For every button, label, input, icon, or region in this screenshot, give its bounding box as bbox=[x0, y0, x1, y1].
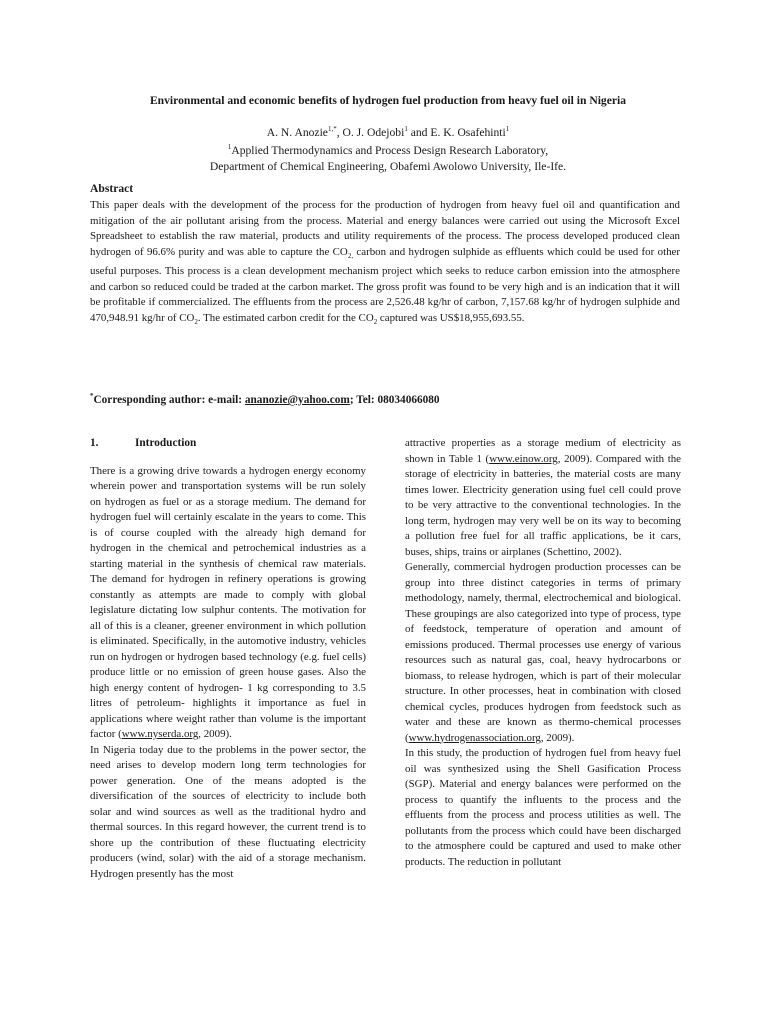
author-1: A. N. Anozie bbox=[266, 125, 328, 139]
einow-link[interactable]: www.einow.org bbox=[489, 452, 558, 465]
hydrogenassociation-link[interactable]: www.hydrogenassociation.org bbox=[408, 731, 541, 744]
affiliation-line-1: $^1$Applied Thermodynamics and Process Design Research Laboratory, bbox=[227, 143, 549, 158]
intro-paragraph-2: In Nigeria today due to the problems in the power sector, the need arises to develop modern long term technologies for power generation. One of the means adopted is the diversification of the sources of electricity to include both solar and wind sources as well as the traditional hydro and thermal sources. In this regard however, the current trend is to shore up the contribution of these fluctuating electricity producers (wind, solar) with the aid of a storage mechanism. Hydrogen presently has the most bbox=[90, 743, 366, 880]
intro-paragraph-1: There is a growing drive towards a hydrogen energy economy wherein power and transportation systems will be run solely on hydrogen as fuel or as a storage medium. The demand for hydrogen fuel will certainly escalate in the years to come. This is of course coupled with the already high demand for hydrogen in the chemical and petrochemical industries as a starting material in the synthesis of chemical raw materials. The demand for hydrogen in refinery operations is growing constantly as attempts are made to comply with global legislature dictating low sulphur contents. The motivation for all of this is a cleaner, greener environment in which pollution is eliminated. Specifically, in the automotive industry, vehicles run on hydrogen or hydrogen based technology (e.g. fuel cells) produce little or no emission of green house gases. Also the high energy content of hydrogen- 1 kg corresponding to 3.5 litres of petroleum- highlights it importance as fuel in applications where weight rather than volume is the important factor (www.nyserda.org, 2009). bbox=[90, 464, 366, 740]
abstract-heading: Abstract bbox=[90, 182, 134, 195]
intro-paragraph-3: attractive properties as a storage medium of electricity as shown in Table 1 (www.einow.org, 2009). Compared with the storage of electricity in batteries, the material costs are many times lower. Electricity generation using fuel cell could prove to be very attractive to the conventional technologies. In the long term, hydrogen may very well be on its way to becoming a pollution free fuel for all traffic applications, be it cars, buses, ships, trains or airplanes (Schettino, 2002). bbox=[405, 437, 681, 558]
author-block bbox=[88, 122, 688, 174]
abstract-text: This paper deals with the development of the process for the production of hydrogen from heavy fuel oil and quantification and mitigation of the air pollutant arising from the process. Material and energy balances were carried out using the Microsoft Excel Spreadsheet to establish the raw material, products and utility requirements of the process. The process developed produced clean hydrogen of 96.6% purity and was able to capture the $CO_{2,}$ carbon and hydrogen sulphide as effluents which could be used for other useful purposes. This process is a clean development mechanism project which seeks to reduce carbon emission into the atmosphere and carbon so reduced could be traded at the carbon market. The gross profit was found to be very high and is an indication that it will be profitable if commercialized. The effluents from the process are 2,526.48 kg/hr of carbon, 7,157.68 kg/hr of hydrogen sulphide and 470,948.91 kg/hr of $CO_2$. The estimated carbon credit for the $CO_2$ captured was US$18,955,693.55. bbox=[90, 199, 681, 326]
nyserda-link[interactable]: www.nyserda.org bbox=[121, 728, 199, 740]
corresponding-author: *Corresponding author: e-mail: ananozie@yahoo.com; Tel: 08034066080 bbox=[90, 392, 440, 406]
author-2: O. J. Odejobi bbox=[342, 125, 405, 139]
section-heading: 1. Introduction bbox=[90, 437, 197, 449]
intro-paragraph-5: In this study, the production of hydrogen fuel from heavy fuel oil was synthesized using the Shell Gasification Process (SGP). Material and energy balances were performed on the process to quantify the influents to the process and the effluents from the process and process utilities as well. The pollutants from the process which could have been discharged to the atmosphere could be captured and used to make other products. The reduction in pollutant bbox=[405, 747, 681, 868]
affiliation-line-2: Department of Chemical Engineering, Obafemi Awolowo University, Ile-Ife. bbox=[209, 159, 567, 173]
author-3: E. K. Osafehinti bbox=[430, 125, 506, 139]
left-column bbox=[90, 436, 366, 882]
right-column bbox=[405, 436, 681, 870]
intro-paragraph-4: Generally, commercial hydrogen production processes can be group into three distinct categories in terms of primary methodology, namely, thermal, electrochemical and biological. These groupings are also categorized into type of process, type of feedstock, temperature of operation and amount of emissions produced. Thermal processes use energy of various resources such as natural gas, coal, heavy hydrocarbons or biomass, to release hydrogen, which is part of their molecular structure. In other processes, heat in combination with closed chemical cycles, produces hydrogen from feedstock such as water and these are known as thermo-chemical processes (www.hydrogenassociation.org, 2009). bbox=[405, 561, 681, 744]
paper-title: Environmental and economic benefits of hydrogen fuel production from heavy fuel oil in Nigeria bbox=[149, 94, 627, 107]
author-list: A. N. Anozie$^{1,*}$, O. J. Odejobi$^1$ and E. K. Osafehinti$^1$ bbox=[266, 125, 510, 139]
email-link[interactable]: ananozie@yahoo.com bbox=[244, 393, 350, 406]
